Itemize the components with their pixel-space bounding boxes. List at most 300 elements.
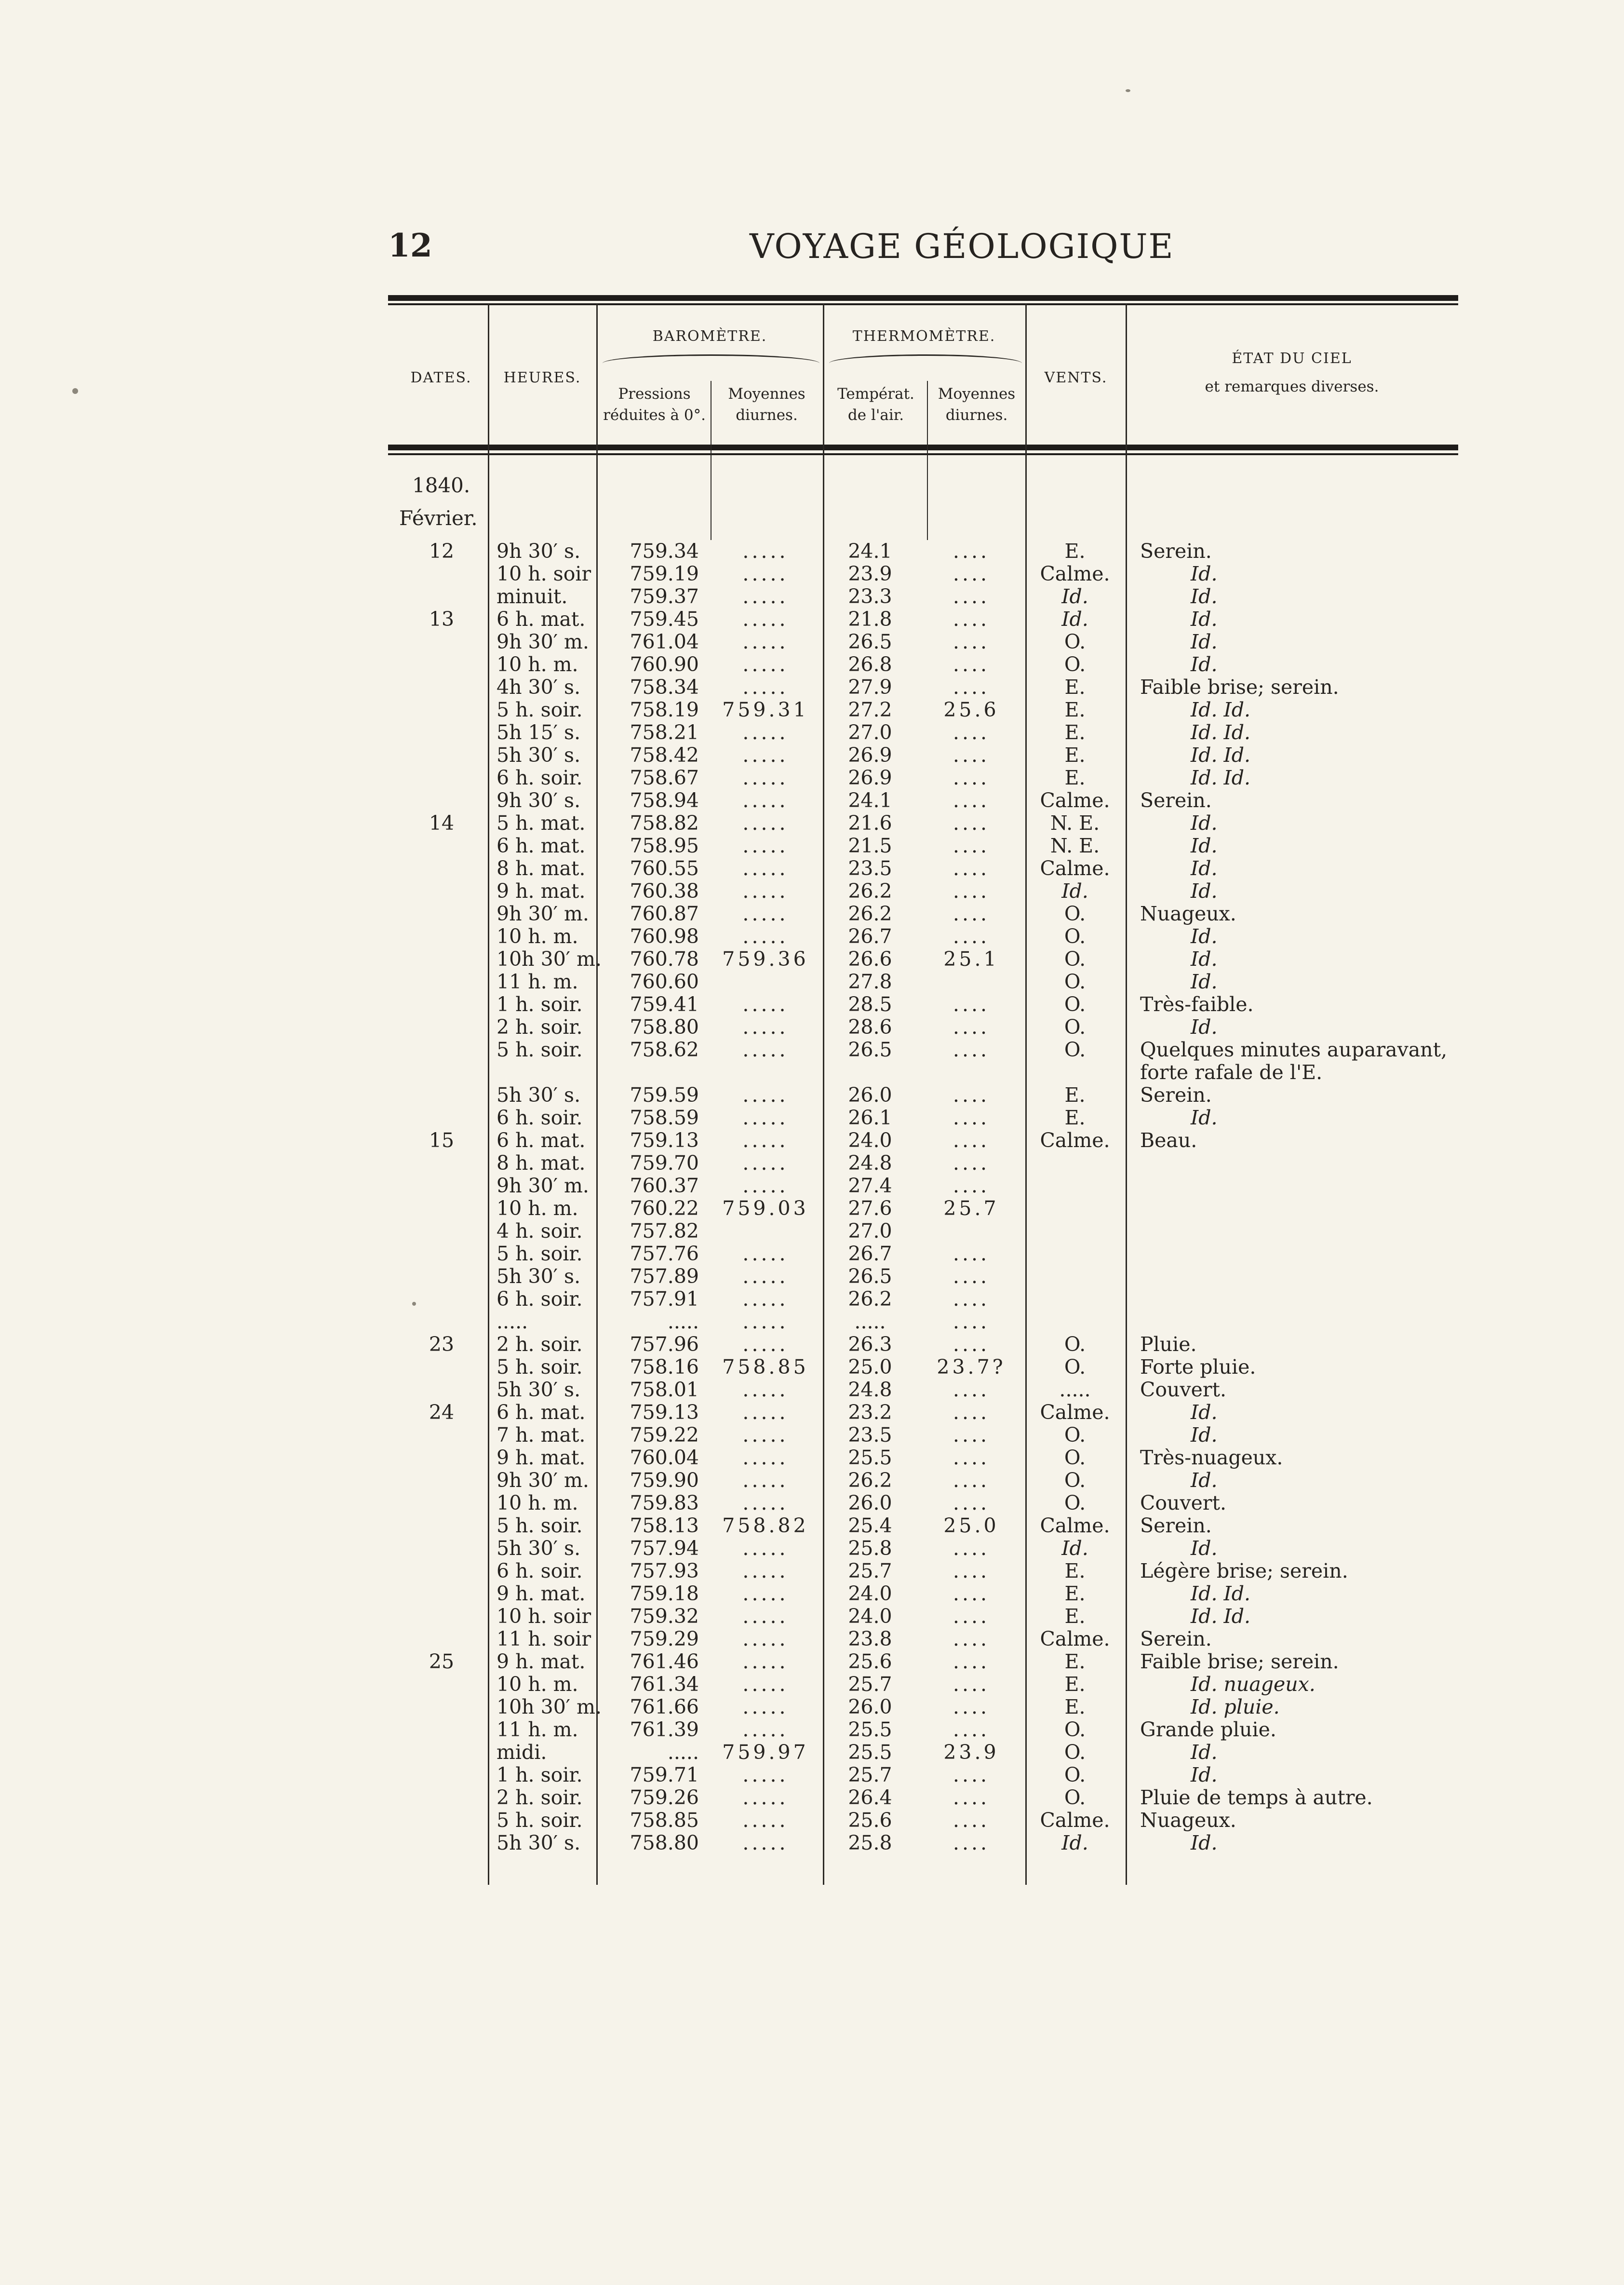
row-pressure-mean: ..... (742, 1265, 789, 1288)
row-temperature: 23.3 (848, 585, 892, 608)
row-pressure: 759.29 (630, 1627, 699, 1650)
row-temperature-mean: .... (953, 1831, 990, 1854)
row-temperature: 24.0 (848, 1582, 892, 1605)
row-pressure: 758.01 (630, 1378, 699, 1401)
row-remarks: Pluie de temps à autre. (1140, 1786, 1373, 1809)
table-row (0, 721, 1624, 744)
row-remarks: Id. Id. (1191, 766, 1250, 789)
row-time: 10 h. m. (497, 1491, 578, 1514)
row-temperature: 27.9 (848, 676, 892, 699)
table-row (0, 744, 1624, 767)
row-pressure-mean: ..... (742, 1401, 789, 1424)
row-temperature-mean: .... (953, 1015, 990, 1039)
row-temperature: 26.7 (848, 925, 892, 948)
row-remarks: Forte pluie. (1140, 1355, 1256, 1379)
row-pressure: 758.19 (630, 698, 699, 721)
row-pressure: 760.37 (630, 1174, 699, 1197)
row-remarks: Id. Id. (1191, 744, 1250, 767)
row-temperature-mean: .... (953, 1106, 990, 1129)
row-temperature-mean: .... (953, 1627, 990, 1650)
header-temperat-line1: Températ. (837, 385, 914, 403)
row-time: midi. (497, 1741, 547, 1764)
row-temperature: 26.0 (848, 1083, 892, 1107)
header-bottom-rule (388, 445, 1458, 450)
row-temperature: 21.5 (848, 834, 892, 857)
table-row (0, 1039, 1624, 1061)
table-row (0, 1175, 1624, 1197)
row-pressure: 761.46 (630, 1650, 699, 1673)
row-wind: O. (1064, 1718, 1086, 1741)
row-temperature-mean: .... (953, 1265, 990, 1288)
row-pressure-mean: ..... (742, 608, 789, 631)
table-row (0, 1333, 1624, 1356)
row-pressure: 759.37 (630, 585, 699, 608)
row-pressure-mean: 758.82 (722, 1514, 809, 1537)
row-time: 9 h. mat. (497, 879, 586, 903)
header-moyennes-therm (929, 383, 1024, 426)
row-wind: Calme. (1040, 562, 1110, 585)
row-remarks: Id. (1191, 1469, 1218, 1492)
row-pressure-mean: ..... (742, 585, 789, 608)
row-pressure: 757.96 (630, 1333, 699, 1356)
row-remarks: Id. (1191, 947, 1218, 971)
row-wind: E. (1064, 1083, 1086, 1107)
row-pressure: 758.82 (630, 811, 699, 835)
table-row (0, 1582, 1624, 1605)
row-pressure: 758.34 (630, 676, 699, 699)
row-remarks: Serein. (1140, 540, 1212, 563)
row-time: 9h 30′ m. (497, 1469, 589, 1492)
table-row (0, 631, 1624, 653)
row-temperature-mean: .... (953, 721, 990, 744)
row-temperature-mean: .... (953, 1469, 990, 1492)
row-temperature: 25.0 (848, 1355, 892, 1379)
row-temperature: 25.5 (848, 1741, 892, 1764)
month-label: Février. (399, 506, 478, 530)
row-time: 5h 30′ s. (497, 1083, 581, 1107)
row-pressure-mean: ..... (742, 879, 789, 903)
row-pressure-mean: ..... (742, 1559, 789, 1582)
row-temperature-mean: .... (953, 1718, 990, 1741)
row-pressure: 758.80 (630, 1015, 699, 1039)
row-pressure: 759.26 (630, 1786, 699, 1809)
row-pressure: 760.55 (630, 857, 699, 880)
row-temperature: 23.8 (848, 1627, 892, 1650)
row-wind: N. E. (1050, 834, 1100, 857)
row-pressure: 759.18 (630, 1582, 699, 1605)
row-remarks: Id. Id. (1191, 1582, 1250, 1605)
row-time: 9 h. mat. (497, 1446, 586, 1469)
table-row (0, 880, 1624, 903)
row-time: 5 h. soir. (497, 1038, 583, 1061)
row-remarks: Très-faible. (1140, 993, 1254, 1016)
row-temperature-mean: .... (953, 1310, 990, 1333)
row-time: 5 h. soir. (497, 1809, 583, 1832)
row-remarks: Id. (1191, 1831, 1218, 1854)
header-temperat (825, 383, 926, 426)
row-time: 5 h. soir. (497, 1242, 583, 1265)
row-wind: E. (1064, 766, 1086, 789)
header-moyennes-baro-line1: Moyennes (728, 385, 805, 403)
row-time: 8 h. mat. (497, 1151, 586, 1175)
row-temperature: 26.4 (848, 1786, 892, 1809)
row-pressure-mean: ..... (742, 789, 789, 812)
row-wind: Id. (1061, 879, 1088, 903)
row-temperature: 26.6 (848, 947, 892, 971)
row-wind: E. (1064, 698, 1086, 721)
row-temperature: 25.4 (848, 1514, 892, 1537)
row-date: 25 (429, 1650, 455, 1673)
row-temperature-mean: .... (953, 857, 990, 880)
row-remarks: Id. (1191, 1106, 1218, 1129)
table-row (0, 585, 1624, 608)
row-time: 9h 30′ m. (497, 1174, 589, 1197)
row-date: 13 (429, 608, 455, 631)
page-number: 12 (388, 227, 432, 264)
row-time: 10 h. soir (497, 562, 591, 585)
row-wind: Id. (1061, 608, 1088, 631)
row-temperature: 24.8 (848, 1378, 892, 1401)
table-row (0, 1356, 1624, 1379)
table-row (0, 971, 1624, 993)
row-temperature: 21.6 (848, 811, 892, 835)
row-wind: O. (1064, 1015, 1086, 1039)
table-row (0, 767, 1624, 789)
row-wind: Id. (1061, 1831, 1088, 1854)
row-temperature: 27.2 (848, 698, 892, 721)
row-wind: E. (1064, 1559, 1086, 1582)
row-pressure-mean: ..... (742, 1423, 789, 1447)
row-wind: O. (1064, 1491, 1086, 1514)
barometre-brace (603, 354, 819, 372)
row-remarks: Couvert. (1140, 1491, 1226, 1514)
table-row (0, 1469, 1624, 1492)
row-pressure-mean: ..... (742, 1582, 789, 1605)
table-row (0, 1492, 1624, 1514)
table-row (0, 699, 1624, 721)
row-remarks: Grande pluie. (1140, 1718, 1276, 1741)
row-temperature: ..... (854, 1310, 886, 1333)
row-pressure: 757.89 (630, 1265, 699, 1288)
row-pressure-mean: 759.31 (722, 698, 809, 721)
row-temperature-mean: .... (953, 1582, 990, 1605)
row-wind: E. (1064, 1582, 1086, 1605)
table-row (0, 1061, 1624, 1084)
row-pressure: 758.42 (630, 744, 699, 767)
header-pressions-line1: Pressions (618, 385, 691, 403)
row-temperature-mean: .... (953, 1287, 990, 1311)
row-pressure-mean: 759.36 (722, 947, 809, 971)
table-row (0, 1401, 1624, 1424)
header-etat-line1: ÉTAT DU CIEL (1232, 350, 1352, 367)
row-remarks: Id. (1191, 1015, 1218, 1039)
row-temperature: 26.0 (848, 1491, 892, 1514)
row-temperature-mean: .... (953, 630, 990, 653)
table-row (0, 1152, 1624, 1175)
row-pressure: 761.39 (630, 1718, 699, 1741)
row-remarks: Id. (1191, 562, 1218, 585)
row-wind: O. (1064, 970, 1086, 993)
row-temperature: 26.3 (848, 1333, 892, 1356)
row-pressure-mean: ..... (742, 1038, 789, 1061)
row-pressure: 760.87 (630, 902, 699, 925)
row-pressure-mean: ..... (742, 562, 789, 585)
row-wind: O. (1064, 1741, 1086, 1764)
row-time: 6 h. soir. (497, 1106, 583, 1129)
table-row (0, 948, 1624, 971)
table-row (0, 563, 1624, 585)
row-pressure: 761.04 (630, 630, 699, 653)
row-remarks: Id. (1191, 970, 1218, 993)
row-pressure-mean: ..... (742, 1015, 789, 1039)
header-moyennes-baro (712, 383, 821, 426)
row-pressure: 757.91 (630, 1287, 699, 1311)
row-pressure-mean: ..... (742, 1310, 789, 1333)
row-pressure-mean: ..... (742, 676, 789, 699)
row-pressure-mean: ..... (742, 1695, 789, 1718)
row-temperature-mean: 25.7 (943, 1197, 999, 1220)
row-remarks: Beau. (1140, 1129, 1197, 1152)
table-row (0, 676, 1624, 699)
row-time: 11 h. m. (497, 1718, 578, 1741)
row-pressure-mean: ..... (742, 721, 789, 744)
header-temperat-line2: de l'air. (847, 406, 904, 424)
row-temperature: 28.6 (848, 1015, 892, 1039)
row-time: 5h 15′ s. (497, 721, 581, 744)
row-temperature-mean: .... (953, 1650, 990, 1673)
row-pressure-mean: ..... (742, 1333, 789, 1356)
table-row (0, 1129, 1624, 1152)
header-dates: DATES. (410, 369, 472, 386)
row-time: 8 h. mat. (497, 857, 586, 880)
row-temperature: 26.7 (848, 1242, 892, 1265)
row-remarks: Id. pluie. (1191, 1695, 1280, 1718)
row-temperature-mean: .... (953, 1333, 990, 1356)
row-temperature: 27.6 (848, 1197, 892, 1220)
row-remarks: Serein. (1140, 789, 1212, 812)
table-row (0, 1514, 1624, 1537)
row-wind: O. (1064, 993, 1086, 1016)
row-temperature: 24.1 (848, 789, 892, 812)
table-row (0, 1764, 1624, 1786)
row-temperature-mean: .... (953, 1491, 990, 1514)
row-temperature: 23.9 (848, 562, 892, 585)
year-label: 1840. (412, 473, 470, 497)
table-row (0, 1650, 1624, 1673)
row-pressure: 757.76 (630, 1242, 699, 1265)
row-temperature: 26.2 (848, 1287, 892, 1311)
row-time: 1 h. soir. (497, 1763, 583, 1786)
row-temperature: 25.6 (848, 1650, 892, 1673)
table-row (0, 789, 1624, 812)
row-temperature: 28.5 (848, 993, 892, 1016)
row-time: 10 h. m. (497, 1673, 578, 1696)
row-temperature: 26.2 (848, 879, 892, 903)
row-temperature-mean: .... (953, 676, 990, 699)
row-time: 5 h. soir. (497, 698, 583, 721)
table-row (0, 1605, 1624, 1628)
row-time: 10 h. m. (497, 925, 578, 948)
row-pressure-mean: ..... (742, 1605, 789, 1628)
row-temperature-mean: .... (953, 562, 990, 585)
row-temperature: 26.8 (848, 653, 892, 676)
row-pressure-mean: ..... (742, 925, 789, 948)
row-pressure: 758.80 (630, 1831, 699, 1854)
header-etat-line2: et remarques diverses. (1205, 378, 1379, 395)
row-temperature-mean: .... (953, 1038, 990, 1061)
row-time: 10h 30′ m. (497, 1695, 602, 1718)
thermometre-brace (829, 354, 1022, 372)
row-time: 5 h. mat. (497, 811, 586, 835)
row-pressure-mean: ..... (742, 993, 789, 1016)
row-wind: Calme. (1040, 1401, 1110, 1424)
row-remarks: Id. (1191, 1537, 1218, 1560)
row-pressure: 758.13 (630, 1514, 699, 1537)
table-top-rule-thin (388, 303, 1458, 305)
row-wind: Calme. (1040, 1514, 1110, 1537)
table-row (0, 1628, 1624, 1650)
row-temperature: 25.5 (848, 1446, 892, 1469)
row-time: 10 h. m. (497, 1197, 578, 1220)
row-wind: Id. (1061, 585, 1088, 608)
row-wind: O. (1064, 1763, 1086, 1786)
row-temperature: 25.8 (848, 1831, 892, 1854)
row-pressure-mean: ..... (742, 1242, 789, 1265)
row-wind: Calme. (1040, 857, 1110, 880)
table-row (0, 1809, 1624, 1832)
row-pressure: 759.13 (630, 1129, 699, 1152)
row-pressure-mean: 759.03 (722, 1197, 809, 1220)
row-pressure: ..... (667, 1310, 699, 1333)
row-pressure: 759.34 (630, 540, 699, 563)
row-remarks: Id. Id. (1191, 698, 1250, 721)
row-temperature-mean: .... (953, 1809, 990, 1832)
row-time: 9 h. mat. (497, 1582, 586, 1605)
row-wind: E. (1064, 540, 1086, 563)
table-row (0, 1673, 1624, 1696)
row-wind: E. (1064, 721, 1086, 744)
row-pressure: 757.82 (630, 1219, 699, 1243)
row-pressure: 761.34 (630, 1673, 699, 1696)
row-pressure-mean: ..... (742, 1650, 789, 1673)
header-moyennes-baro-line2: diurnes. (736, 406, 798, 424)
row-time: 10h 30′ m. (497, 947, 602, 971)
row-time: 6 h. mat. (497, 608, 586, 631)
row-wind: Calme. (1040, 789, 1110, 812)
row-wind: Calme. (1040, 1627, 1110, 1650)
row-temperature: 25.7 (848, 1673, 892, 1696)
row-temperature: 27.0 (848, 1219, 892, 1243)
row-temperature: 27.4 (848, 1174, 892, 1197)
row-remarks: Légère brise; serein. (1140, 1559, 1348, 1582)
row-wind: N. E. (1050, 811, 1100, 835)
table-row (0, 812, 1624, 835)
row-remarks: Id. (1191, 1401, 1218, 1424)
row-wind: O. (1064, 902, 1086, 925)
row-pressure: 759.83 (630, 1491, 699, 1514)
row-pressure-mean: ..... (742, 1174, 789, 1197)
row-wind: Calme. (1040, 1129, 1110, 1152)
row-temperature: 25.6 (848, 1809, 892, 1832)
row-wind: E. (1064, 1106, 1086, 1129)
row-pressure: 758.59 (630, 1106, 699, 1129)
row-temperature-mean: .... (953, 1401, 990, 1424)
row-remarks: Id. nuageux. (1191, 1673, 1315, 1696)
row-pressure-mean: ..... (742, 1469, 789, 1492)
row-remarks: Id. Id. (1191, 721, 1250, 744)
row-time: 9 h. mat. (497, 1650, 586, 1673)
row-time: 6 h. mat. (497, 1401, 586, 1424)
row-temperature: 24.1 (848, 540, 892, 563)
row-remarks: Serein. (1140, 1514, 1212, 1537)
row-date: 14 (429, 811, 455, 835)
row-remarks: Nuageux. (1140, 902, 1236, 925)
row-temperature-mean: .... (953, 1673, 990, 1696)
row-pressure-mean: ..... (742, 857, 789, 880)
row-pressure: 759.71 (630, 1763, 699, 1786)
row-wind: O. (1064, 1333, 1086, 1356)
table-row (0, 1220, 1624, 1243)
row-temperature-mean: .... (953, 993, 990, 1016)
row-pressure: 759.13 (630, 1401, 699, 1424)
row-time: 5 h. soir. (497, 1355, 583, 1379)
row-pressure-mean: ..... (742, 1831, 789, 1854)
row-pressure-mean: ..... (742, 744, 789, 767)
observation-table-body (0, 540, 1624, 1854)
row-temperature-mean: .... (953, 1786, 990, 1809)
row-wind: E. (1064, 1673, 1086, 1696)
table-row (0, 835, 1624, 857)
paper-speck (412, 1302, 416, 1306)
row-pressure: 760.90 (630, 653, 699, 676)
row-time: ..... (497, 1310, 528, 1333)
row-remarks: Id. (1191, 1741, 1218, 1764)
row-temperature-mean: 25.0 (943, 1514, 999, 1537)
row-temperature: 25.8 (848, 1537, 892, 1560)
row-temperature-mean: .... (953, 879, 990, 903)
row-temperature: 26.5 (848, 1038, 892, 1061)
row-temperature-mean: .... (953, 766, 990, 789)
header-pressions (600, 383, 709, 426)
table-row (0, 1379, 1624, 1401)
row-wind: E. (1064, 744, 1086, 767)
row-wind: O. (1064, 1423, 1086, 1447)
row-remarks: Id. (1191, 1763, 1218, 1786)
table-row (0, 857, 1624, 880)
row-temperature-mean: .... (953, 1083, 990, 1107)
table-row (0, 1107, 1624, 1129)
row-pressure: 759.59 (630, 1083, 699, 1107)
row-pressure-mean: ..... (742, 1673, 789, 1696)
table-row (0, 1311, 1624, 1333)
table-row (0, 1288, 1624, 1311)
table-row (0, 1718, 1624, 1741)
row-pressure-mean: ..... (742, 902, 789, 925)
row-time: 11 h. soir (497, 1627, 591, 1650)
row-pressure-mean: ..... (742, 834, 789, 857)
row-date: 23 (429, 1333, 455, 1356)
row-wind: Calme. (1040, 1809, 1110, 1832)
row-temperature: 25.5 (848, 1718, 892, 1741)
row-temperature-mean: .... (953, 1378, 990, 1401)
row-wind: Id. (1061, 1537, 1088, 1560)
row-temperature: 23.2 (848, 1401, 892, 1424)
table-row (0, 1832, 1624, 1854)
row-time: 9h 30′ s. (497, 540, 581, 563)
row-remarks: Id. (1191, 879, 1218, 903)
row-pressure-mean: ..... (742, 766, 789, 789)
row-time: 5h 30′ s. (497, 1831, 581, 1854)
